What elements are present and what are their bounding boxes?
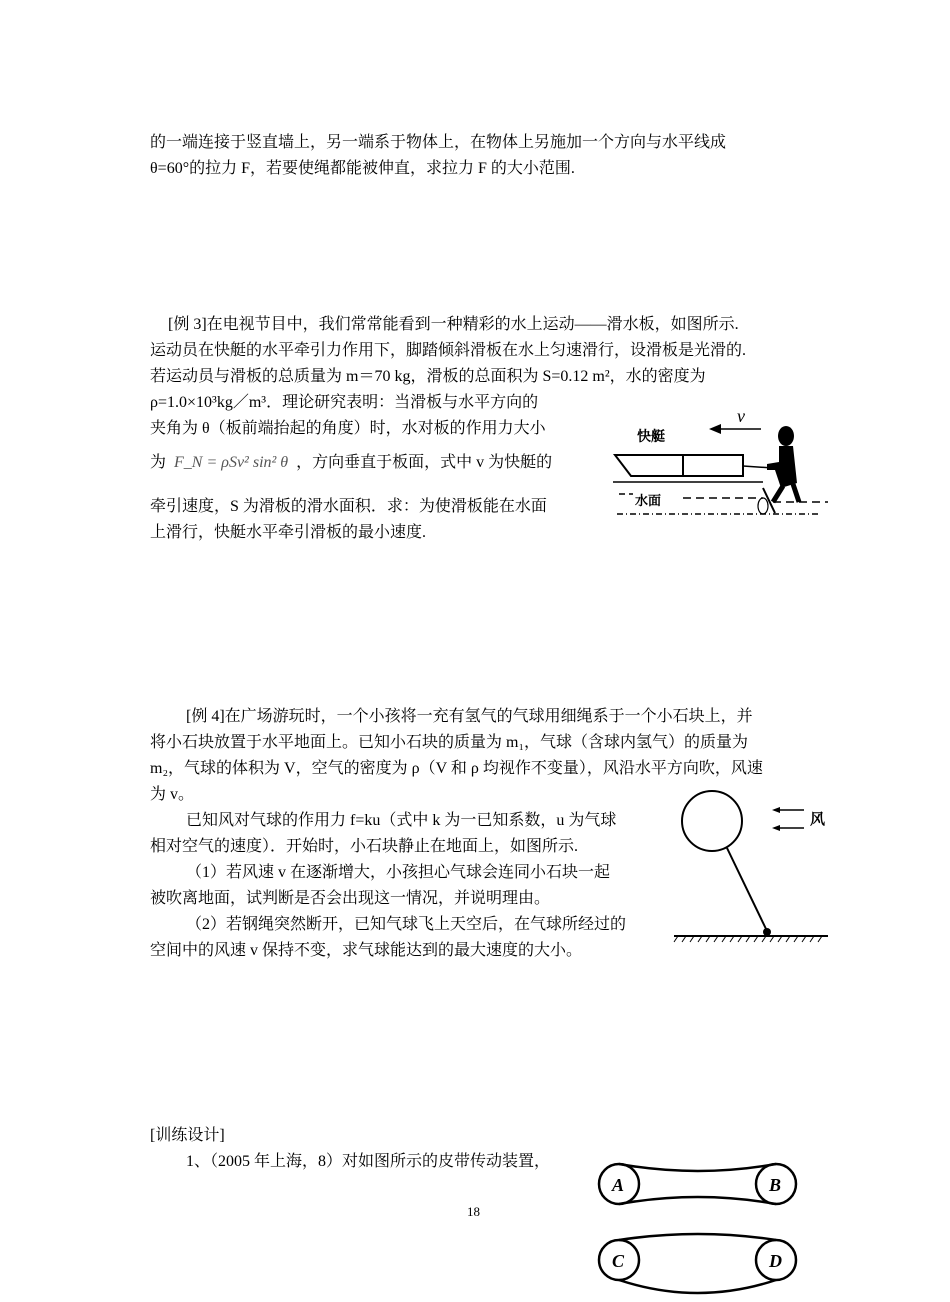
text-line: （2）若钢绳突然断开，已知气球飞上天空后，在气球所经过的	[186, 916, 627, 933]
text-line: 为 v。	[150, 786, 195, 803]
formula: F_N = ρSv² sin² θ	[174, 454, 289, 471]
text-line: m₂，气球的体积为 V，空气的密度为 ρ（V 和 ρ 均视作不变量），风沿水平方向吹，风速	[150, 760, 763, 777]
pulley-b-label: B	[769, 1175, 782, 1195]
text-line: 将小石块放置于水平地面上。已知小石块的质量为 m₁，气球（含球内氢气）的质量为	[150, 734, 749, 751]
boat-label: 快艇	[637, 429, 665, 445]
belt-drive-figure	[594, 1156, 806, 1302]
text-line: 若运动员与滑板的总质量为 m＝70 kg，滑板的总面积为 S=0.12 m²，水的密度为	[150, 368, 706, 385]
text-line: 被吹离地面，试判断是否会出现这一情况，并说明理由。	[150, 890, 551, 907]
page-number: 18	[467, 1204, 480, 1219]
text-line: 上滑行，快艇水平牵引滑板的最小速度.	[150, 524, 427, 541]
section-heading: [训练设计]	[150, 1127, 225, 1144]
water-ski-figure	[603, 398, 838, 528]
text-line: 已知风对气球的作用力 f=ku（式中 k 为一已知系数，u 为气球	[186, 812, 617, 829]
example-4-heading-line: [例 4]在广场游玩时，一个小孩将一充有氢气的气球用细绳系于一个小石块上，并	[186, 708, 753, 725]
text-line: （1）若风速 v 在逐渐增大，小孩担心气球会连同小石块一起	[186, 864, 611, 881]
text-line: 运动员在快艇的水平牵引力作用下，脚踏倾斜滑板在水上匀速滑行，设滑板是光滑的.	[150, 342, 747, 359]
text-line: ρ=1.0×10³kg／m³．理论研究表明：当滑板与水平方向的	[150, 394, 539, 411]
formula-line	[150, 451, 552, 475]
wind-label: 风	[810, 810, 826, 828]
pulley-d-label: D	[769, 1251, 782, 1271]
pulley-a-label: A	[612, 1175, 625, 1195]
example-3-heading-line: [例 3]在电视节目中，我们常常能看到一种精彩的水上运动——滑水板，如图所示.	[168, 316, 739, 333]
text-line: 的一端连接于竖直墙上，另一端系于物体上，在物体上另施加一个方向与水平线成	[150, 134, 727, 151]
velocity-label: v	[737, 406, 745, 426]
text-fragment: 为	[150, 454, 167, 471]
water-label: 水面	[635, 494, 662, 509]
text-fragment: ，方向垂直于板面，式中 v 为快艇的	[296, 454, 553, 471]
text-line: 1、（2005 年上海，8）对如图所示的皮带传动装置，	[186, 1153, 551, 1170]
balloon-figure	[672, 788, 832, 944]
text-line: 牵引速度，S 为滑板的滑水面积．求：为使滑板能在水面	[150, 498, 547, 515]
text-line: 相对空气的速度）．开始时，小石块静止在地面上，如图所示.	[150, 838, 579, 855]
text-line: 空间中的风速 v 保持不变，求气球能达到的最大速度的大小。	[150, 942, 583, 959]
pulley-c-label: C	[612, 1251, 625, 1271]
text-line: 夹角为 θ（板前端抬起的角度）时，水对板的作用力大小	[150, 420, 546, 437]
text-line: θ=60°的拉力 F，若要使绳都能被伸直，求拉力 F 的大小范围.	[150, 160, 575, 177]
